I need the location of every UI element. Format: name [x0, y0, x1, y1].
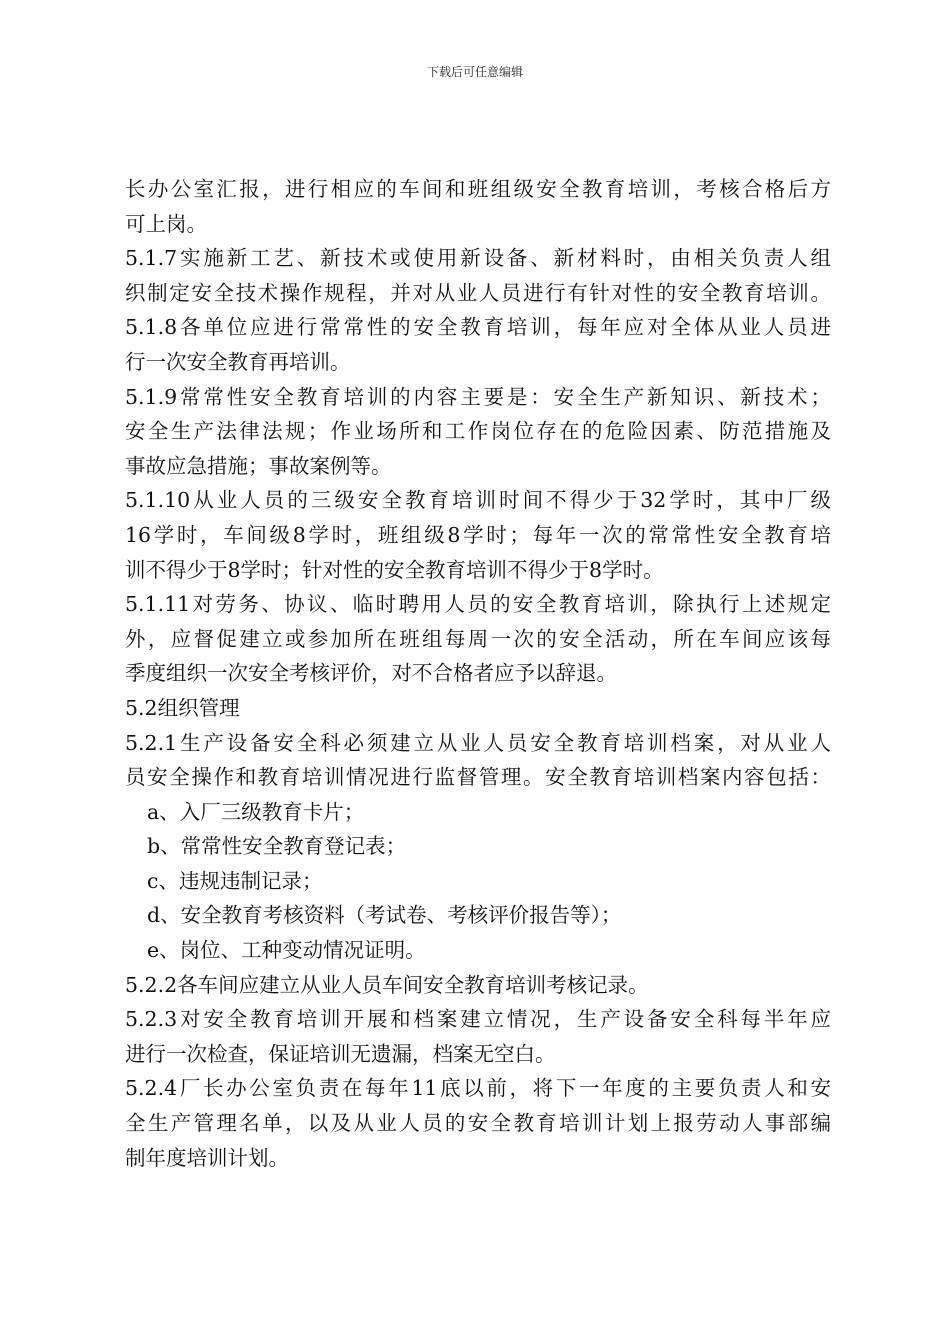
document-body [125, 172, 831, 1175]
text-line: 全生产管理名单，以及从业人员的安全教育培训计划上报劳动人事部编 [125, 1111, 831, 1136]
text-line: 训不得少于8学时；针对性的安全教育培训不得少于8学时。 [125, 557, 664, 582]
text-line: 可上岗。 [125, 211, 207, 236]
text-line: 行一次安全教育再培训。 [125, 349, 351, 374]
text-line: 织制定安全技术操作规程，并对从业人员进行有针对性的安全教育培训。 [125, 280, 831, 305]
text-line: 长办公室汇报，进行相应的车间和班组级安全教育培训，考核合格后方 [125, 177, 831, 201]
text-line: 5.1.9常常性安全教育培训的内容主要是：安全生产新知识、新技术； [125, 384, 831, 409]
text-line: 5.1.11对劳务、协议、临时聘用人员的安全教育培训，除执行上述规定 [125, 592, 831, 617]
text-line: 5.1.8各单位应进行常常性的安全教育培训，每年应对全体从业人员进 [125, 315, 831, 340]
text-line: 安全生产法律法规；作业场所和工作岗位存在的危险因素、防范措施及 [125, 419, 831, 444]
list-item: a、入厂三级教育卡片； [147, 799, 365, 824]
text-line: 5.1.7实施新工艺、新技术或使用新设备、新材料时，由相关负责人组 [125, 246, 831, 271]
list-item: c、违规违制记录； [147, 868, 323, 893]
text-line: 16学时，车间级8学时，班组级8学时；每年一次的常常性安全教育培 [125, 522, 831, 547]
text-line: 进行一次检查，保证培训无遗漏，档案无空白。 [125, 1041, 556, 1066]
list-item: e、岗位、工种变动情况证明。 [147, 938, 426, 963]
text-line: 事故应急措施；事故案例等。 [125, 453, 392, 478]
text-line: 制年度培训计划。 [125, 1145, 289, 1170]
text-line: 5.2.2各车间应建立从业人员车间安全教育培训考核记录。 [125, 972, 649, 997]
section-heading: 5.2组织管理 [125, 695, 240, 720]
text-line: 季度组织一次安全考核评价，对不合格者应予以辞退。 [125, 661, 617, 686]
text-line: 5.2.1生产设备安全科必须建立从业人员安全教育培训档案，对从业人 [125, 730, 831, 755]
text-line: 5.2.4厂长办公室负责在每年11底以前，将下一年度的主要负责人和安 [125, 1076, 831, 1101]
text-line: 员安全操作和教育培训情况进行监督管理。安全教育培训档案内容包括： [125, 765, 831, 790]
page-header: 下载后可任意编辑 [426, 65, 523, 79]
list-item: b、常常性安全教育登记表； [147, 834, 407, 859]
text-line: 5.1.10从业人员的三级安全教育培训时间不得少于32学时，其中厂级 [125, 488, 831, 513]
text-line: 5.2.3对安全教育培训开展和档案建立情况，生产设备安全科每半年应 [125, 1007, 831, 1032]
list-item: d、安全教育考核资料（考试卷、考核评价报告等）； [147, 903, 622, 928]
text-line: 外，应督促建立或参加所在班组每周一次的安全活动，所在车间应该每 [125, 626, 831, 651]
